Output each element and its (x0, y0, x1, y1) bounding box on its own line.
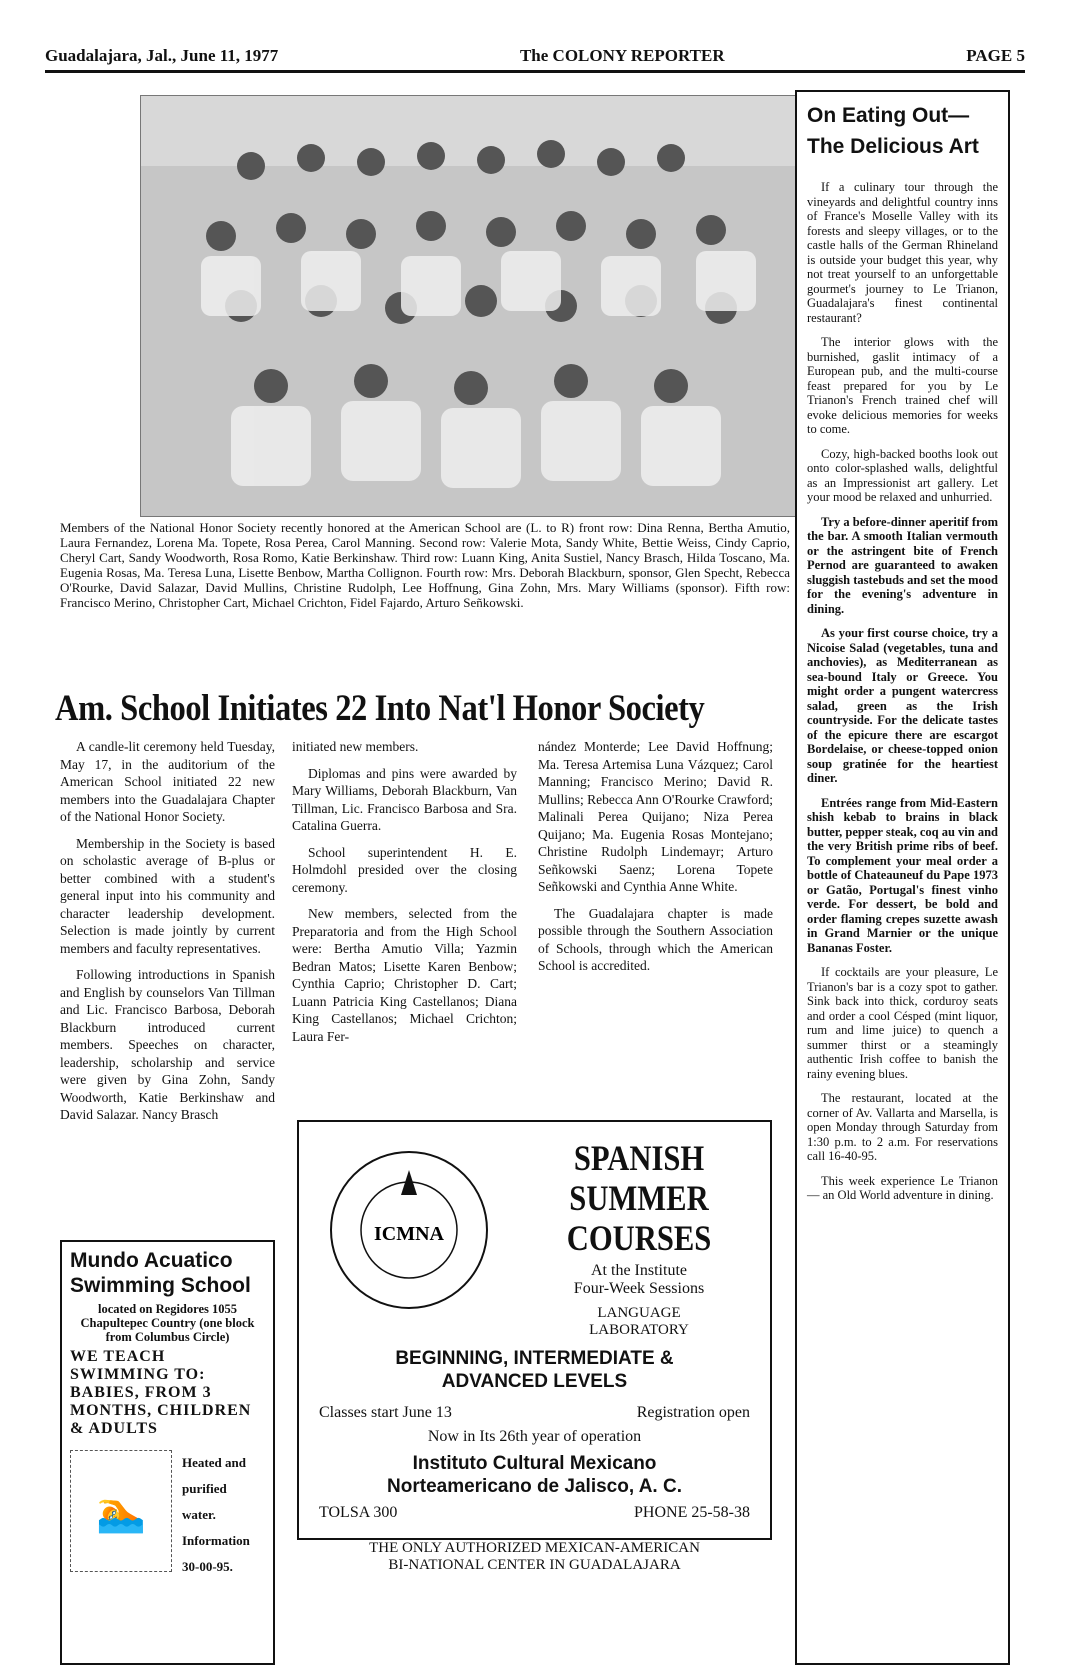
mundo-side-line: water. Information (182, 1507, 250, 1548)
article-column-2 (292, 738, 517, 1054)
mundo-side-line: purified (182, 1481, 227, 1496)
ad-big-line: SUMMER (569, 1178, 709, 1218)
article-paragraph: A candle-lit ceremony held Tuesday, May 17, in the auditorium of the American School initiated 22 new members into the Guadalajara Chapter of the National Honor Society. (60, 739, 275, 824)
sidebar-column (795, 90, 1010, 1665)
seal-monogram: ICMNA (374, 1223, 444, 1245)
ad-footer (297, 1540, 772, 1574)
ad-levels (299, 1347, 770, 1393)
ad-year: Now in Its 26th year of operation (427, 1428, 642, 1445)
ad-contact-row (319, 1504, 750, 1522)
sidebar-paragraph: Entrées range from Mid-Eastern shish kebab to brains in black butter, pepper steak, coq au vin and the very British prime ribs of beef. To complement your meal order a bottle of Chateauneuf du Pape 1973 or Gatão, Portugal's finest vinho verde. For dessert, be bold and order flaming crepes suzette awash in Grand Marnier or the unique Bananas Foster. (807, 795, 999, 955)
mundo-title: Mundo Acuatico Swimming School (70, 1249, 251, 1297)
sidebar-paragraph: The interior glows with the burnished, gaslit intimacy of a European pub, and the multi-course feast prepared for you by Le Trianon's French trained chef will evoke delicious memories for weeks to come. (807, 335, 998, 436)
ad-phone: PHONE 25-58-38 (634, 1504, 750, 1521)
mundo-body: WE TEACH SWIMMING TO: BABIES, FROM 3 MONTHS, CHILDREN & ADULTS (70, 1348, 252, 1437)
mundo-location: located on Regidores 1055 Chapultepec Country (one block from Columbus Circle) (80, 1302, 255, 1344)
ad-footer-line: BI-NATIONAL CENTER IN GUADALAJARA (388, 1557, 681, 1573)
masthead-page-number: PAGE 5 (966, 46, 1025, 65)
ad-lab-info (519, 1305, 759, 1339)
ad-big-line: SPANISH (573, 1138, 705, 1178)
ad-lab-line: LABORATORY (589, 1322, 689, 1338)
article-paragraph: The Guadalajara chapter is made possible through the Southern Association of Schools, through which the American School is accredited. (538, 905, 773, 973)
ad-institute-info (519, 1262, 759, 1298)
ad-lab-line: LANGUAGE (597, 1305, 681, 1321)
ad-big-title (537, 1138, 741, 1258)
ad-name-line: Instituto Cultural Mexicano (412, 1453, 657, 1474)
sidebar-title-line-1: On Eating Out— (807, 104, 970, 127)
mundo-side-text (172, 1450, 265, 1580)
article-paragraph: nández Monterde; Lee David Hoffnung; Ma. Teresa Artemisa Luna Vázquez; Carol Manning; Francisco Merino; David R. Mullins; Rebecca Ann O'Rourke Crawford; Malinali Perea Quijano; Niza Perea Quijano; Ma. Eugenia Rosas Montejano; Christine Rudolph Lindemayr; Arturo Señkowski Saenz; Lorena Topete Señkowski and Cynthia Anne White. (538, 739, 773, 894)
article-paragraph: New members, selected from the Preparatoria and from the High School were: Bertha Amutio Villa; Yazmin Bedran Matos; Lisette Karen Benbow; Cynthia Caprio; Christopher D. Cart; Luann Patricia King Castellanos; Diana King Castellanos; Michael Crichton; Laura Fer- (292, 906, 517, 1044)
sidebar-paragraph: Try a before-dinner aperitif from the bar. A smooth Italian vermouth or the astringent bite of French Pernod are guaranteed to awaken sluggish tastebuds and set the mood for the evening's adventure in dining. (807, 514, 998, 616)
masthead-paper-name: The COLONY REPORTER (519, 46, 725, 65)
ad-address: TOLSA 300 (319, 1504, 398, 1521)
ad-big-line: COURSES (566, 1218, 712, 1258)
sidebar-paragraph: As your first course choice, try a Nicoise Salad (vegetables, tuna and anchovies), as Mediterranean as sea-bound Italy or Greece. You might order a pungent watercress salad, green as the Irish countryside. For the delicate tastes of the epicure there are escargot Bordelaise, or cheese-topped onion soup gratinée for the heartiest diner. (807, 626, 998, 785)
article-paragraph: initiated new members. (292, 739, 419, 754)
sidebar-paragraph: This week experience Le Trianon — an Old World adventure in dining. (807, 1173, 998, 1202)
masthead-date: Guadalajara, Jal., June 11, 1977 (45, 46, 279, 65)
article-paragraph: Diplomas and pins were awarded by Mary Williams, Deborah Blackburn, Van Tillman, Lic. Francisco Barbosa and Sra. Catalina Guerra. (292, 765, 517, 833)
article-paragraph: Membership in the Society is based on scholastic average of B-plus or better combined with a student's general input into his community and character leadership development. Selection is made jointly by current members and faculty representatives. (60, 835, 275, 956)
ad-levels-line: ADVANCED LEVELS (441, 1371, 628, 1392)
ad-classes-start: Classes start June 13 (319, 1404, 452, 1421)
spanish-courses-ad (297, 1120, 772, 1540)
sidebar-paragraph: If cocktails are your pleasure, Le Trianon's bar is a cozy spot to gather. Sink back into thick, corduroy seats and order a cool Césped (mint liquor, rum and lime juice) to quench a summer thirst or a steamingly authentic Irish coffee to banish the rainy evening blues. (807, 965, 998, 1081)
article-paragraph: School superintendent H. E. Holmdohl presided over the closing ceremony. (292, 844, 517, 895)
ad-registration: Registration open (636, 1404, 750, 1421)
sidebar-title (807, 100, 998, 162)
group-photo (140, 95, 797, 517)
group-photo-illustration (141, 96, 796, 516)
ad-name-line: Norteamericano de Jalisco, A. C. (387, 1476, 682, 1497)
sidebar-paragraph: Cozy, high-backed booths look out onto color-splashed walls, delightful as an Impressionist art gallery. Let your mood be relaxed and unhurried. (807, 446, 998, 504)
ad-levels-line: BEGINNING, INTERMEDIATE & (395, 1348, 674, 1369)
mundo-bottom (70, 1450, 265, 1580)
sidebar-title-line-2: The Delicious Art (807, 135, 979, 158)
ad-footer-line: THE ONLY AUTHORIZED MEXICAN-AMERICAN (369, 1540, 700, 1556)
institute-seal-icon (319, 1140, 499, 1320)
article-column-1 (60, 738, 275, 1133)
swimmer-illustration-icon: 🏊 (70, 1450, 172, 1572)
sidebar-paragraph: If a culinary tour through the vineyards and delightful country inns of France's Moselle Valley with its forests and sleepy villages, or to the castle halls of the German Rhineland is outside your budget this year, why not treat yourself to an unforgettable gourmet's journey to Le Trianon, Guadalajara's finest continental restaurant? (807, 180, 998, 325)
mundo-side-line: Heated and (182, 1455, 246, 1470)
article-paragraph: Following introductions in Spanish and English by counselors Van Tillman and Lic. Francisco Barbosa, Deborah Blackburn introduced current members. Speeches on character, leadership, scholarship and service were given by Gina Zohn, Sandy Woodworth, Katie Berkinshaw and David Salazar. Nancy Brasch (60, 967, 275, 1122)
masthead (45, 40, 1025, 73)
ad-institute-name (299, 1452, 770, 1498)
mundo-phone: 30-00-95. (182, 1559, 233, 1574)
photo-caption: Members of the National Honor Society recently honored at the American School are (L. to R) front row: Dina Renna, Bertha Amutio, Laura Fernandez, Lorena Ma. Topete, Rosa Perea, Carol Manning. Second row: Valerie Mota, Sandy White, Bettie Weiss, Cindy Caprio, Cheryl Cart, Sandy Woodworth, Rosa Romo, Katie Berkinshaw. Third row: Luann King, Anita Sustiel, Nancy Brasch, Hilda Toscano, Ma. Eugenia Rosas, Ma. Teresa Luna, Lisette Benbow, Martha Collignon. Fourth row: Mrs. Deborah Blackburn, sponsor, Glen Specht, Rebecca O'Rourke, David Salazar, David Mullins, Christine Rudolph, Lee Hoffnung, Gina Zohn, Mrs. Mary Williams (sponsor). Fifth row: Francisco Merino, Christopher Cart, Michael Crichton, Fidel Fajardo, Arturo Señkowski. (60, 520, 790, 610)
article-headline: Am. School Initiates 22 Into Nat'l Honor Society (55, 688, 705, 729)
ad-inst-line: Four-Week Sessions (573, 1280, 705, 1297)
mundo-acuatico-ad (60, 1240, 275, 1665)
ad-dates-row (319, 1404, 750, 1422)
article-column-3 (538, 738, 773, 984)
sidebar-paragraph: The restaurant, located at the corner of Av. Vallarta and Marsella, is open Monday through Saturday from 1:30 p.m. to 2 a.m. For reservations call 16-40-95. (807, 1091, 998, 1163)
ad-inst-line: At the Institute (591, 1262, 687, 1279)
